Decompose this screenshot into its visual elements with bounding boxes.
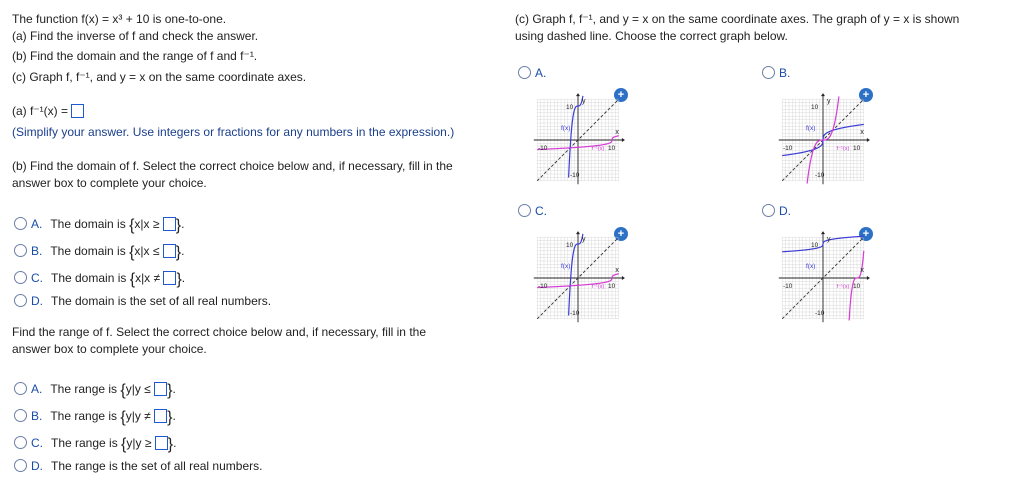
x-axis-label: x xyxy=(860,129,864,136)
graph-option-c[interactable]: C. xyxy=(518,204,547,218)
graph-b-thumbnail[interactable] xyxy=(773,92,873,188)
zoom-in-icon[interactable]: + xyxy=(859,88,873,102)
radio-button[interactable] xyxy=(14,459,27,472)
finv-curve-label: f⁻¹(x) xyxy=(836,146,850,153)
zoom-in-icon[interactable]: + xyxy=(614,88,628,102)
radio-button[interactable] xyxy=(762,204,775,217)
domain-b-answer-box[interactable] xyxy=(163,244,176,258)
range-a-answer-box[interactable] xyxy=(154,382,167,396)
part-a-row xyxy=(12,104,84,118)
radio-button[interactable] xyxy=(518,66,531,79)
zoom-in-icon[interactable]: + xyxy=(859,227,873,241)
radio-button[interactable] xyxy=(14,436,27,449)
tick-label-x-negative: -10 xyxy=(538,145,548,152)
tick-label-y-positive: 10 xyxy=(566,242,574,249)
graph-c-thumbnail[interactable] xyxy=(528,230,628,326)
set-builder: x|x ≠ xyxy=(135,271,161,285)
radio-button[interactable] xyxy=(518,204,531,217)
domain-prompt-line-1: (b) Find the domain of f. Select the correct choice below and, if necessary, fill in the xyxy=(12,159,453,173)
f-curve-label: f(x) xyxy=(806,124,816,132)
f-curve-label: f(x) xyxy=(561,262,571,270)
zoom-in-icon[interactable]: + xyxy=(614,227,628,241)
graph-option-b[interactable]: B. xyxy=(762,66,790,80)
set-builder: y|y ≤ xyxy=(125,382,151,396)
range-prompt-line-2: answer box to complete your choice. xyxy=(12,342,207,356)
domain-a-answer-box[interactable] xyxy=(163,217,176,231)
y-axis-label: y xyxy=(582,236,586,244)
y-axis-arrow xyxy=(576,93,580,96)
range-b-answer-box[interactable] xyxy=(154,409,167,423)
domain-option-c[interactable]: C. The domain is {x|x ≠ }. xyxy=(14,271,185,289)
set-builder: y|y ≥ xyxy=(126,436,152,450)
domain-c-answer-box[interactable] xyxy=(163,271,176,285)
domain-option-b[interactable]: B. The domain is {x|x ≤ }. xyxy=(14,244,184,262)
range-c-answer-box[interactable] xyxy=(155,436,168,450)
tick-label-x-positive: 10 xyxy=(608,283,616,290)
x-axis-arrow xyxy=(622,138,625,142)
set-builder: x|x ≥ xyxy=(134,217,160,231)
tick-label-y-positive: 10 xyxy=(811,242,819,249)
question-line-3: (b) Find the domain and the range of f and f⁻¹. xyxy=(12,49,258,63)
range-prompt-line-1: Find the range of f. Select the correct choice below and, if necessary, fill in the xyxy=(12,325,426,339)
graph-d-thumbnail[interactable] xyxy=(773,230,873,326)
tick-label-y-positive: 10 xyxy=(811,104,819,111)
range-option-c[interactable]: C. The range is {y|y ≥ }. xyxy=(14,436,176,454)
inverse-answer-box[interactable] xyxy=(71,104,84,118)
range-option-b[interactable]: B. The range is {y|y ≠ }. xyxy=(14,409,176,427)
part-a-prompt: (a) f⁻¹(x) = xyxy=(12,104,68,118)
y-axis-arrow xyxy=(821,93,825,96)
finv-curve-label: f⁻¹(x) xyxy=(591,284,605,291)
radio-button[interactable] xyxy=(14,294,27,307)
graph-option-d[interactable]: D. xyxy=(762,204,791,218)
question-line-1: The function f(x) = x³ + 10 is one-to-one. xyxy=(12,12,227,26)
radio-button[interactable] xyxy=(14,409,27,422)
y-axis-label: y xyxy=(827,236,831,244)
tick-label-x-positive: 10 xyxy=(853,283,861,290)
part-c-prompt-line-1: (c) Graph f, f⁻¹, and y = x on the same coordinate axes. The graph of y = x is shown xyxy=(515,12,960,26)
graph-option-a[interactable]: A. xyxy=(518,66,546,80)
f-curve-label: f(x) xyxy=(806,262,816,270)
y-axis-arrow xyxy=(576,231,580,234)
tick-label-x-negative: -10 xyxy=(783,283,793,290)
radio-button[interactable] xyxy=(762,66,775,79)
part-a-hint: (Simplify your answer. Use integers or fractions for any numbers in the expression.) xyxy=(12,125,455,139)
x-axis-label: x xyxy=(615,129,619,136)
domain-option-d[interactable]: D. The domain is the set of all real numbers. xyxy=(14,294,271,308)
question-line-2: (a) Find the inverse of f and check the answer. xyxy=(12,29,259,43)
x-axis-arrow xyxy=(867,276,870,280)
part-c-prompt-line-2: using dashed line. Choose the correct graph below. xyxy=(515,29,788,43)
x-axis-arrow xyxy=(867,138,870,142)
question-line-4: (c) Graph f, f⁻¹, and y = x on the same coordinate axes. xyxy=(12,70,307,84)
radio-button[interactable] xyxy=(14,244,27,257)
y-axis-label: y xyxy=(827,98,831,106)
tick-label-y-negative: -10 xyxy=(570,310,580,317)
domain-option-a[interactable]: A. The domain is {x|x ≥ }. xyxy=(14,217,184,235)
radio-button[interactable] xyxy=(14,382,27,395)
tick-label-y-negative: -10 xyxy=(815,172,825,179)
tick-label-y-negative: -10 xyxy=(815,310,825,317)
x-axis-label: x xyxy=(860,267,864,274)
tick-label-y-positive: 10 xyxy=(566,104,574,111)
finv-curve-label: f⁻¹(x) xyxy=(836,284,850,291)
tick-label-x-positive: 10 xyxy=(608,145,616,152)
range-option-a[interactable]: A. The range is {y|y ≤ }. xyxy=(14,382,176,400)
tick-label-x-negative: -10 xyxy=(538,283,548,290)
f-curve-label: f(x) xyxy=(561,124,571,132)
tick-label-y-negative: -10 xyxy=(570,172,580,179)
range-option-d[interactable]: D. The range is the set of all real numbers. xyxy=(14,459,262,473)
y-axis-arrow xyxy=(821,231,825,234)
domain-prompt-line-2: answer box to complete your choice. xyxy=(12,176,207,190)
x-axis-label: x xyxy=(615,267,619,274)
finv-curve-label: f⁻¹(x) xyxy=(591,146,605,153)
radio-button[interactable] xyxy=(14,271,27,284)
tick-label-x-negative: -10 xyxy=(783,145,793,152)
tick-label-x-positive: 10 xyxy=(853,145,861,152)
graph-a-thumbnail[interactable] xyxy=(528,92,628,188)
set-builder: x|x ≤ xyxy=(134,244,160,258)
y-axis-label: y xyxy=(582,98,586,106)
set-builder: y|y ≠ xyxy=(125,409,151,423)
x-axis-arrow xyxy=(622,276,625,280)
radio-button[interactable] xyxy=(14,217,27,230)
